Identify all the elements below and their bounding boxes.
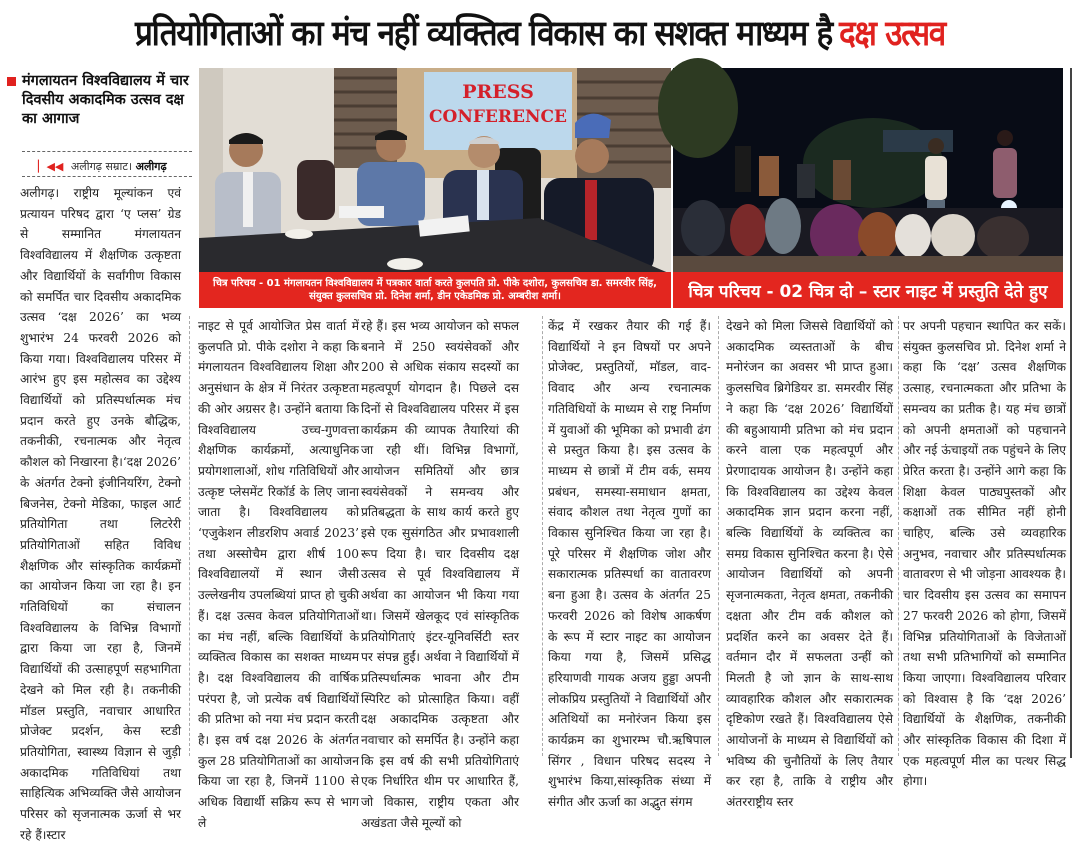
divider (22, 151, 192, 152)
column-divider (189, 316, 190, 756)
headline-accent: दक्ष उत्सव (839, 13, 945, 54)
subheadline (22, 72, 197, 129)
headline-main: प्रतियोगिताओं का मंच नहीं व्यक्तित्व विकास का सशक्त माध्यम है (135, 13, 832, 54)
photo-caption-2: चित्र परिचय - 02 चित्र दो – स्टार नाइट में प्रस्तुति देते हुए (673, 272, 1063, 308)
article-column-2: नाइट से पूर्व आयोजित प्रेस वार्ता में कुलपति प्रो. पीके दशोरा ने कहा कि मंगलायतन विश्वविद्यालय शिक्षा और अनुसंधान के क्षेत्र में निरंतर उत्कृष्टता की ओर अग्रसर है। उन्होंने बताया कि विश्वविद्यालय उच्च-गुणवत्ता शैक्षणिक कार्यक्रमों, अत्याधुनिक प्रयोगशालाओं, शोध गतिविधियों और उत्कृष्ट प्लेसमेंट रिकॉर्ड के लिए जाना जाता है। विश्वविद्यालय को ‘एजुकेशन लीडरशिप अवार्ड 2023’ तथा अस्सोचैम द्वारा शीर्ष 100 विश्वविद्यालयों में स्थान जैसी उल्लेखनीय उपलब्धियां प्राप्त हो चुकी हैं। दक्ष उत्सव केवल प्रतियोगिताओं का मंच नहीं, बल्कि विद्यार्थियों के व्यक्तित्व विकास का सशक्त माध्यम है। दक्ष विश्वविद्यालय की वार्षिक परंपरा है, जो प्रत्येक वर्ष विद्यार्थियों की प्रतिभा को नया मंच प्रदान करती है। इस वर्ष दक्ष 2026 के अंतर्गत कुल 28 प्रतियोगिताओं का आयोजन किया जा रहा है, जिनमें 1100 से अधिक विद्यार्थी सक्रिय रूप से भाग ले (198, 319, 359, 830)
column-divider (718, 316, 719, 756)
article-column-1: अलीगढ़। राष्ट्रीय मूल्यांकन एवं प्रत्यायन परिषद द्वारा ‘ए प्लस’ ग्रेड से सम्मानित मंगलायतन विश्वविद्यालय में शैक्षणिक उत्कृष्टता और विद्यार्थियों के सर्वांगीण विकास को समर्पित चार दिवसीय अकादमिक उत्सव ‘दक्ष 2026’ का भव्य शुभारंभ 24 फरवरी 2026 को किया गया। विश्वविद्यालय परिसर में आरंभ हुए इस महोत्सव का उद्देश्य विद्यार्थियों को प्रतिस्पर्धात्मक मंच प्रदान करते हुए उनके बौद्धिक, तकनीकी, रचनात्मक और नेतृत्व कौशल को निखारना है।‘दक्ष 2026’ के अंतर्गत टेक्नो इंजीनियरिंग, टेक्नो बिजनेस, टेक्नो मेडिका, फाइल आर्ट प्रतियोगिता तथा लिटरेरी प्रतियोगिताओं सहित विविध शैक्षणिक और सांस्कृतिक कार्यक्रमों का आयोजन किया जा रहा है। इन गतिविधियों का संचालन विश्वविद्यालय के विभिन्न विभागों द्वारा किया जा रहा है, जिनमें विद्यार्थियों की उत्साहपूर्ण सहभागिता देखने को मिल रही है। तकनीकी मॉडल प्रस्तुति, नवाचार आधारित प्रोजेक्ट प्रदर्शन, केस स्टडी प्रतियोगिता, स्वास्थ्य विज्ञान से जुड़ी अकादमिक गतिविधियां तथा साहित्यिक अभिव्यक्ति जैसे आयोजन परिसर को सृजनात्मक ऊर्जा से भर रहे हैं।स्टार (20, 186, 181, 842)
double-chevron-left-icon: ▏◀◀ (38, 160, 64, 173)
article-column-5: देखने को मिला जिससे विद्यार्थियों को अकादमिक व्यस्तताओं के बीच मनोरंजन का अवसर भी प्राप्त हुआ।कुलसचिव ब्रिगेडियर डा. समरवीर सिंह ने कहा कि ‘दक्ष 2026’ विद्यार्थियों की बहुआयामी प्रतिभा को मंच प्रदान करने वाला एक महत्वपूर्ण और प्रेरणादायक आयोजन है। उन्होंने कहा कि विश्वविद्यालय का उद्देश्य केवल अकादमिक ज्ञान प्रदान करना नहीं, बल्कि विद्यार्थियों के व्यक्तित्व का समग्र विकास सुनिश्चित करना है। ऐसे आयोजन विद्यार्थियों को अपनी सृजनात्मकता, नेतृत्व क्षमता, तकनीकी दक्षता और टीम वर्क कौशल को प्रदर्शित करने का अवसर देते हैं। वर्तमान दौर में सफलता उन्हीं को मिलती है जो ज्ञान के साथ-साथ व्यावहारिक कौशल और सकारात्मक दृष्टिकोण रखते हैं। विश्वविद्यालय ऐसे आयोजनों के माध्यम से विद्यार्थियों को भविष्य की चुनौतियों के लिए तैयार कर रहा है, ताकि वे राष्ट्रीय और अंतरराष्ट्रीय स्तर (726, 319, 893, 810)
column-divider (898, 316, 899, 756)
article-column-3: रहे हैं। इस भव्य आयोजन को सफल बनाने में 250 स्वयंसेवकों और 200 से अधिक संकाय सदस्यों का महत्वपूर्ण योगदान है। पिछले दस दिनों से विश्वविद्यालय परिसर में इस कार्यक्रम की व्यापक तैयारियां की जा रही थीं। विभिन्न विभागों, आयोजन समितियों और छात्र स्वयंसेवकों ने समन्वय और प्रतिबद्धता के साथ कार्य करते हुए इसे एक सुसंगठित और प्रभावशाली रूप दिया है। चार दिवसीय दक्ष उत्सव से पूर्व विश्वविद्यालय में अर्थवा का आयोजन भी किया गया था। जिसमें खेलकूद एवं सांस्कृतिक प्रतियोगिताएं इंटर-यूनिवर्सिटी स्तर पर संपन्न हुईं। अर्थवा ने विद्यार्थियों में प्रतिस्पर्धात्मक भावना और टीम स्पिरिट को प्रोत्साहित किया। वहीं दक्ष अकादमिक उत्कृष्टता और नवाचार को समर्पित है। उन्होंने कहा कि इस वर्ष की सभी प्रतियोगिताएं एक निर्धारित थीम पर आधारित हैं, जो विकास, राष्ट्रीय एकता और अखंडता जैसे मूल्यों को (361, 319, 519, 830)
divider (22, 176, 192, 177)
column-divider (542, 316, 543, 756)
banner-line2: CONFERENCE (428, 107, 568, 127)
photo-caption-1: चित्र परिचय - 01 मंगलायतन विश्वविद्यालय में पत्रकार वार्ता करते कुलपति प्रो. पीके दशोरा, कुलसचिव डा. समरवीर सिंह, संयुक्त कुलसचिव प्रो. दिनेश शर्मा, डीन एकेडमिक प्रो. अम्बरीश शर्मा। (199, 272, 671, 308)
article-column-6: पर अपनी पहचान स्थापित कर सकें।संयुक्त कुलसचिव प्रो. दिनेश शर्मा ने कहा कि ‘दक्ष’ उत्सव शैक्षणिक उत्साह, रचनात्मकता और प्रतिभा के समन्वय का प्रतीक है। यह मंच छात्रों को अपनी क्षमताओं को पहचानने और नई ऊंचाइयों तक पहुंचने के लिए प्रेरित करता है। उन्होंने आगे कहा कि शिक्षा केवल पाठ्यपुस्तकों और कक्षाओं तक सीमित नहीं होनी चाहिए, बल्कि उसे व्यवहारिक अनुभव, नवाचार और प्रतिस्पर्धात्मक वातावरण से भी जोड़ना आवश्यक है। चार दिवसीय इस उत्सव का समापन 27 फरवरी 2026 को होगा, जिसमें विभिन्न प्रतियोगिताओं के विजेताओं तथा सभी प्रतिभागियों को सम्मानित किया जाएगा। विश्वविद्यालय परिवार को विश्वास है कि ‘दक्ष 2026’ विद्यार्थियों के शैक्षणिक, तकनीकी और सांस्कृतिक विकास की दिशा में एक महत्वपूर्ण मील का पत्थर सिद्ध होगा। (903, 319, 1066, 789)
star-night-illustration (673, 68, 1063, 274)
star-night-photo (673, 68, 1063, 274)
page-border (1070, 68, 1072, 758)
subheadline-text: मंगलायतन विश्वविद्यालय में चार दिवसीय अकादमिक उत्सव दक्ष का आगाज (22, 73, 189, 127)
headline (54, 0, 1026, 64)
press-conference-photo (199, 68, 671, 274)
article-column-4: केंद्र में रखकर तैयार की गई हैं। विद्यार्थियों ने इन विषयों पर अपने प्रोजेक्ट, प्रस्तुतियों, मॉडल, वाद-विवाद और अन्य रचनात्मक गतिविधियों के माध्यम से राष्ट्र निर्माण में युवाओं की भूमिका को प्रभावी ढंग से प्रस्तुत किया है। इस उत्सव के माध्यम से छात्रों में टीम वर्क, समय प्रबंधन, समस्या-समाधान क्षमता, संवाद कौशल तथा नेतृत्व गुणों का विकास सुनिश्चित किया जा रहा है। पूरे परिसर में शैक्षणिक जोश और सकारात्मक प्रतिस्पर्धा का वातावरण बना हुआ है। उत्सव के अंतर्गत 25 फरवरी 2026 को विशेष आकर्षण के रूप में स्टार नाइट का आयोजन किया गया है, जिसमें प्रसिद्ध हरियाणवी गायक अजय हुड्डा अपनी लोकप्रिय प्रस्तुतियों ने विद्यार्थियों और अतिथियों का मनोरंजन किया इस कार्यक्रम का शुभारम्भ चौ.ऋषिपाल सिंगर , विधान परिषद सदस्य ने शुभारंभ किया,सांस्कृतिक संध्या में संगीत और ऊर्जा का अद्भुत संगम (548, 319, 711, 810)
press-conference-illustration (199, 68, 671, 274)
byline (38, 159, 167, 174)
square-bullet-icon (7, 77, 16, 86)
byline-source: अलीगढ़ सम्राट। (70, 160, 133, 173)
banner-line1: PRESS (462, 81, 534, 103)
byline-place: अलीगढ़ (135, 160, 167, 173)
